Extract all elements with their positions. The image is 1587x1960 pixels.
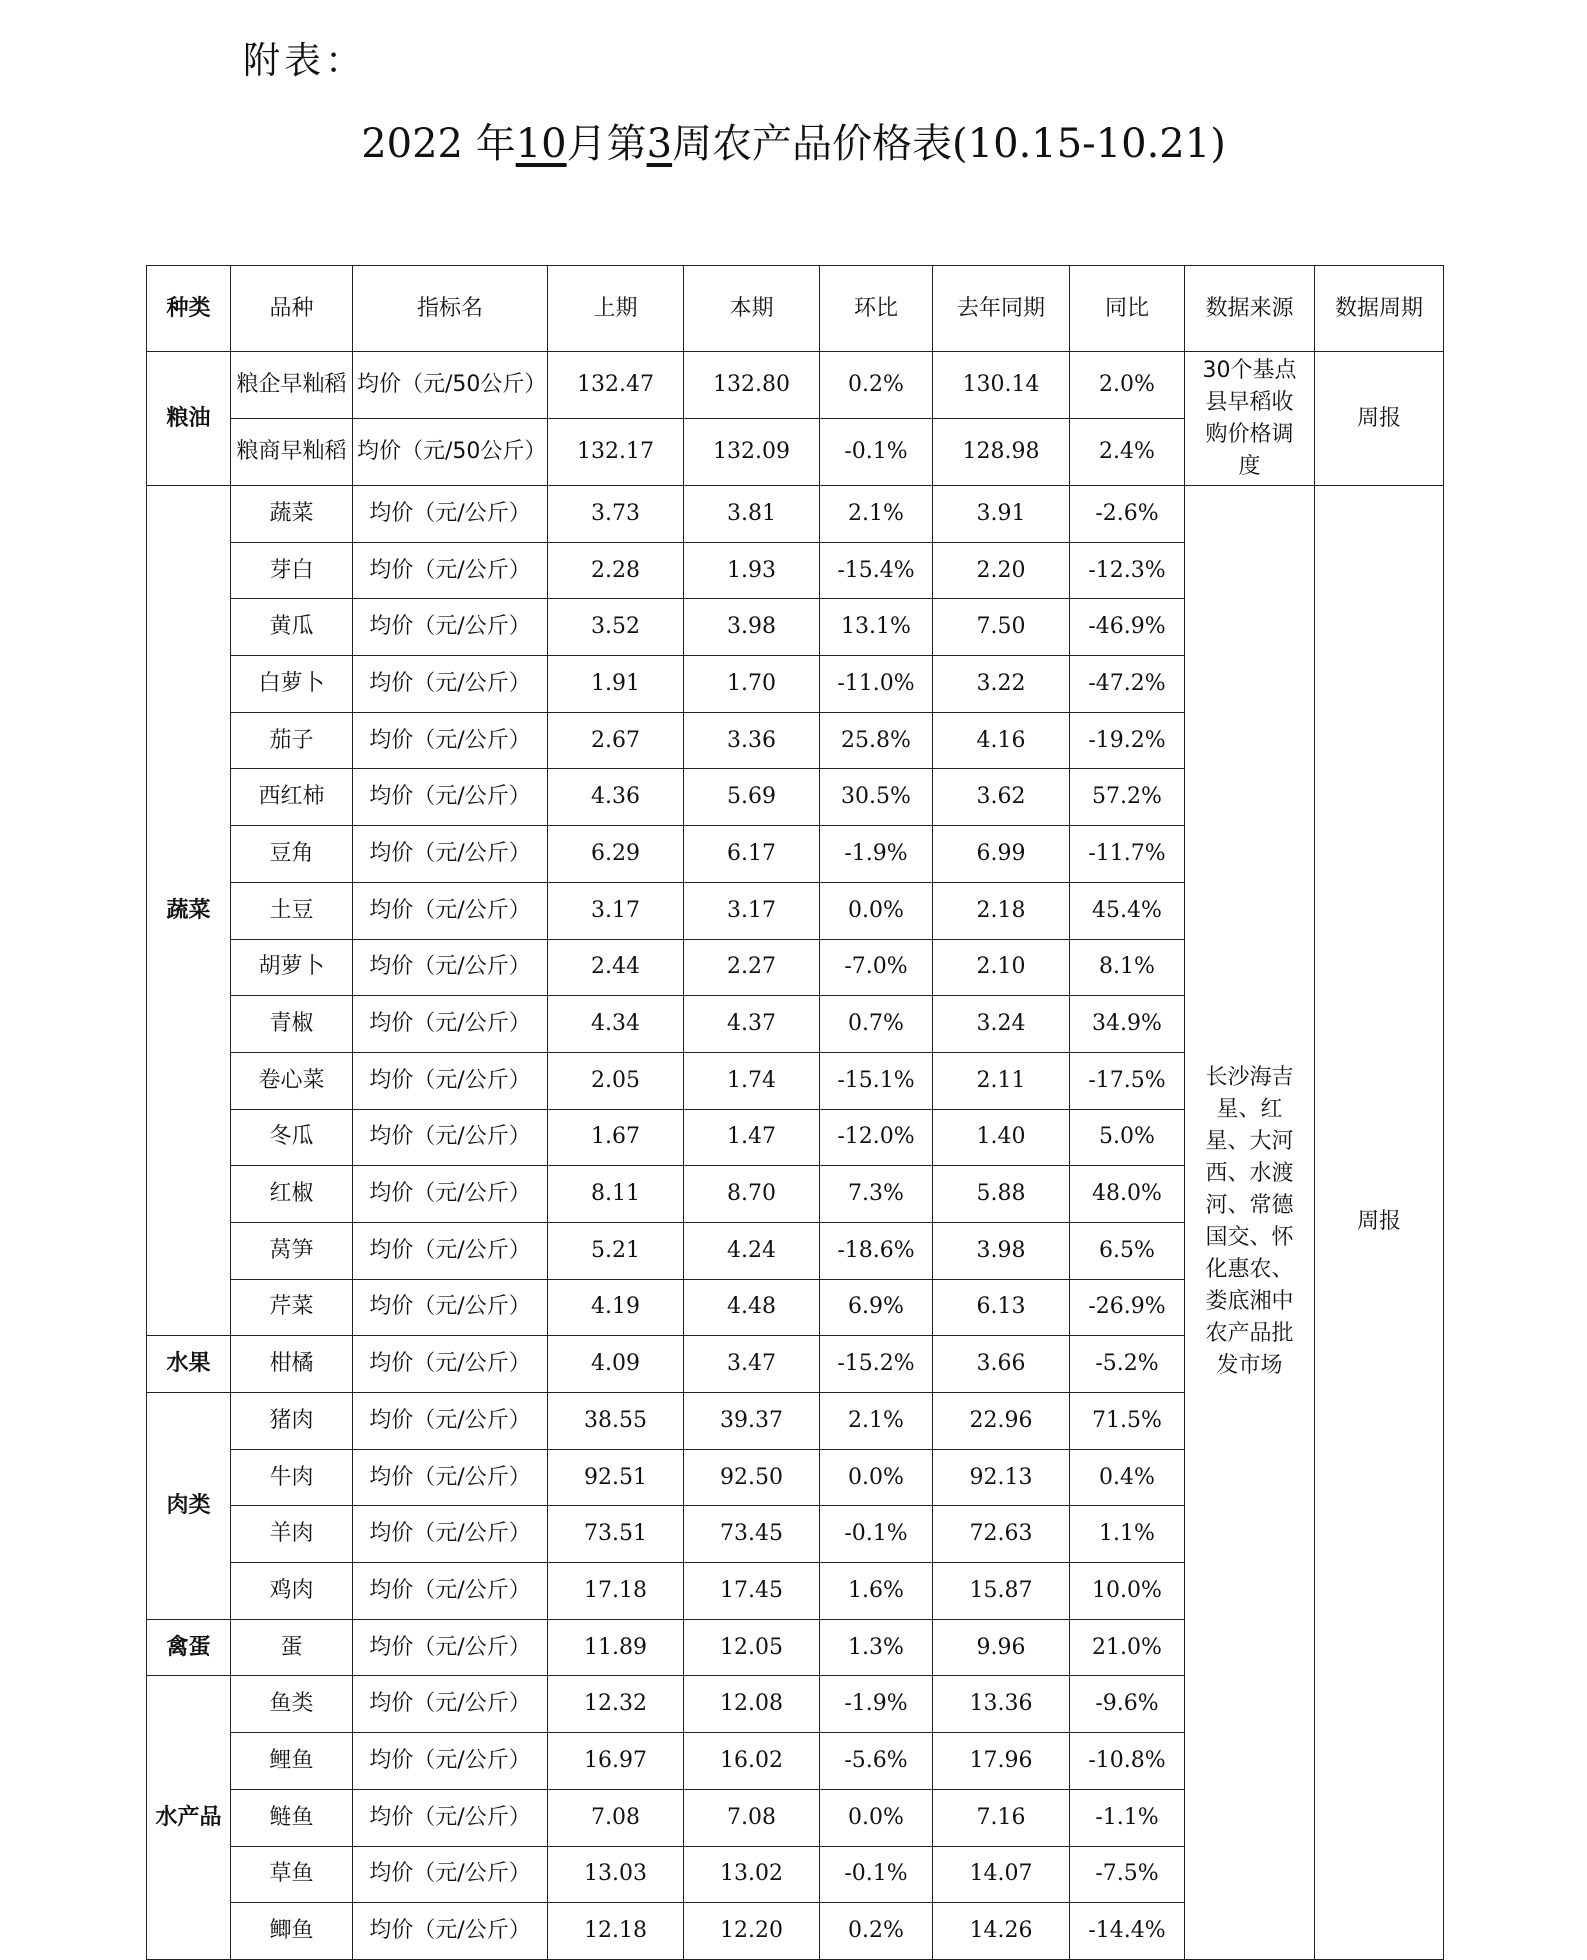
curr-value: 1.47 [684,1109,820,1166]
category-cell: 肉类 [147,1393,231,1620]
mom-value: 0.2% [820,1903,933,1960]
variety-cell: 柑橘 [231,1336,353,1393]
curr-value: 3.81 [684,486,820,543]
mom-value: -0.1% [820,1506,933,1563]
prev-value: 1.91 [548,656,684,713]
yoy-value: -26.9% [1070,1279,1185,1336]
prev-value: 3.17 [548,882,684,939]
last-year-value: 13.36 [933,1676,1070,1733]
last-year-value: 3.62 [933,769,1070,826]
variety-cell: 芹菜 [231,1279,353,1336]
title-prefix: 2022 年 [361,121,516,167]
last-year-value: 3.98 [933,1222,1070,1279]
yoy-value: 48.0% [1070,1166,1185,1223]
prev-value: 4.36 [548,769,684,826]
indicator-cell: 均价（元/公斤） [353,542,548,599]
variety-cell: 冬瓜 [231,1109,353,1166]
mom-value: -7.0% [820,939,933,996]
curr-value: 1.74 [684,1052,820,1109]
last-year-value: 72.63 [933,1506,1070,1563]
last-year-value: 3.66 [933,1336,1070,1393]
indicator-cell: 均价（元/公斤） [353,1619,548,1676]
last-year-value: 128.98 [933,419,1070,486]
mom-value: 0.7% [820,996,933,1053]
curr-value: 39.37 [684,1393,820,1450]
yoy-value: 2.0% [1070,352,1185,419]
mom-value: 7.3% [820,1166,933,1223]
category-cell: 蔬菜 [147,486,231,1336]
variety-cell: 卷心菜 [231,1052,353,1109]
variety-cell: 蔬菜 [231,486,353,543]
yoy-value: 6.5% [1070,1222,1185,1279]
mom-value: 1.6% [820,1563,933,1620]
yoy-value: 5.0% [1070,1109,1185,1166]
curr-value: 4.37 [684,996,820,1053]
yoy-value: -14.4% [1070,1903,1185,1960]
indicator-cell: 均价（元/公斤） [353,1846,548,1903]
title-week: 3 [646,121,673,167]
header-mom: 环比 [820,266,933,352]
variety-cell: 红椒 [231,1166,353,1223]
mom-value: 25.8% [820,712,933,769]
mom-value: -15.2% [820,1336,933,1393]
prev-value: 12.18 [548,1903,684,1960]
mom-value: 0.0% [820,1449,933,1506]
header-category: 种类 [147,266,231,352]
variety-cell: 芽白 [231,542,353,599]
prev-value: 73.51 [548,1506,684,1563]
prev-value: 4.09 [548,1336,684,1393]
prev-value: 2.44 [548,939,684,996]
last-year-value: 9.96 [933,1619,1070,1676]
variety-cell: 鲫鱼 [231,1903,353,1960]
curr-value: 5.69 [684,769,820,826]
curr-value: 3.47 [684,1336,820,1393]
header-last-year: 去年同期 [933,266,1070,352]
mom-value: 6.9% [820,1279,933,1336]
yoy-value: -7.5% [1070,1846,1185,1903]
yoy-value: 57.2% [1070,769,1185,826]
last-year-value: 2.10 [933,939,1070,996]
yoy-value: -11.7% [1070,826,1185,883]
indicator-cell: 均价（元/公斤） [353,1733,548,1790]
curr-value: 1.93 [684,542,820,599]
variety-cell: 鲢鱼 [231,1789,353,1846]
mom-value: 0.0% [820,882,933,939]
last-year-value: 22.96 [933,1393,1070,1450]
last-year-value: 7.16 [933,1789,1070,1846]
last-year-value: 4.16 [933,712,1070,769]
curr-value: 3.98 [684,599,820,656]
variety-cell: 胡萝卜 [231,939,353,996]
last-year-value: 92.13 [933,1449,1070,1506]
indicator-cell: 均价（元/公斤） [353,1166,548,1223]
data-period-cell: 周报 [1315,352,1444,486]
category-cell: 粮油 [147,352,231,486]
data-source-cell: 30个基点县早稻收购价格调度 [1185,352,1315,486]
mom-value: -15.4% [820,542,933,599]
variety-cell: 青椒 [231,996,353,1053]
last-year-value: 3.22 [933,656,1070,713]
yoy-value: -9.6% [1070,1676,1185,1733]
yoy-value: 45.4% [1070,882,1185,939]
header-variety: 品种 [231,266,353,352]
variety-cell: 猪肉 [231,1393,353,1450]
price-table [146,265,1444,1960]
table-row [147,486,1444,543]
indicator-cell: 均价（元/公斤） [353,1052,548,1109]
mom-value: 13.1% [820,599,933,656]
indicator-cell: 均价（元/公斤） [353,1222,548,1279]
yoy-value: 34.9% [1070,996,1185,1053]
indicator-cell: 均价（元/公斤） [353,1393,548,1450]
last-year-value: 2.11 [933,1052,1070,1109]
mom-value: 0.2% [820,352,933,419]
prev-value: 5.21 [548,1222,684,1279]
curr-value: 12.05 [684,1619,820,1676]
last-year-value: 7.50 [933,599,1070,656]
prev-value: 16.97 [548,1733,684,1790]
title-mid: 月第 [566,121,647,167]
prev-value: 1.67 [548,1109,684,1166]
header-source: 数据来源 [1185,266,1315,352]
last-year-value: 14.26 [933,1903,1070,1960]
last-year-value: 130.14 [933,352,1070,419]
prev-value: 8.11 [548,1166,684,1223]
yoy-value: -46.9% [1070,599,1185,656]
mom-value: 2.1% [820,486,933,543]
yoy-value: -2.6% [1070,486,1185,543]
variety-cell: 西红柿 [231,769,353,826]
curr-value: 92.50 [684,1449,820,1506]
yoy-value: 71.5% [1070,1393,1185,1450]
variety-cell: 鱼类 [231,1676,353,1733]
indicator-cell: 均价（元/公斤） [353,939,548,996]
title-suffix: 周农产品价格表(10.15-10.21) [672,121,1226,167]
prev-value: 2.28 [548,542,684,599]
indicator-cell: 均价（元/公斤） [353,1789,548,1846]
yoy-value: -47.2% [1070,656,1185,713]
curr-value: 3.17 [684,882,820,939]
last-year-value: 2.20 [933,542,1070,599]
indicator-cell: 均价（元/公斤） [353,826,548,883]
variety-cell: 茄子 [231,712,353,769]
last-year-value: 15.87 [933,1563,1070,1620]
mom-value: -5.6% [820,1733,933,1790]
prev-value: 38.55 [548,1393,684,1450]
appendix-label: 附表： [243,39,366,82]
last-year-value: 5.88 [933,1166,1070,1223]
prev-value: 13.03 [548,1846,684,1903]
prev-value: 7.08 [548,1789,684,1846]
curr-value: 6.17 [684,826,820,883]
mom-value: -18.6% [820,1222,933,1279]
indicator-cell: 均价（元/50公斤） [353,419,548,486]
indicator-cell: 均价（元/公斤） [353,1336,548,1393]
yoy-value: 8.1% [1070,939,1185,996]
data-source-cell: 长沙海吉星、红星、大河西、水渡河、常德国交、怀化惠农、娄底湘中农产品批发市场 [1185,486,1315,1960]
curr-value: 7.08 [684,1789,820,1846]
prev-value: 2.05 [548,1052,684,1109]
category-cell: 水果 [147,1336,231,1393]
mom-value: 30.5% [820,769,933,826]
variety-cell: 牛肉 [231,1449,353,1506]
data-period-cell: 周报 [1315,486,1444,1960]
mom-value: 1.3% [820,1619,933,1676]
variety-cell: 莴笋 [231,1222,353,1279]
indicator-cell: 均价（元/公斤） [353,656,548,713]
indicator-cell: 均价（元/公斤） [353,1563,548,1620]
indicator-cell: 均价（元/50公斤） [353,352,548,419]
prev-value: 2.67 [548,712,684,769]
curr-value: 8.70 [684,1166,820,1223]
indicator-cell: 均价（元/公斤） [353,769,548,826]
variety-cell: 黄瓜 [231,599,353,656]
prev-value: 17.18 [548,1563,684,1620]
prev-value: 4.34 [548,996,684,1053]
variety-cell: 土豆 [231,882,353,939]
prev-value: 132.47 [548,352,684,419]
curr-value: 2.27 [684,939,820,996]
page-title [0,112,1587,169]
header-indicator: 指标名 [353,266,548,352]
yoy-value: 2.4% [1070,419,1185,486]
prev-value: 12.32 [548,1676,684,1733]
prev-value: 4.19 [548,1279,684,1336]
indicator-cell: 均价（元/公斤） [353,599,548,656]
prev-value: 92.51 [548,1449,684,1506]
mom-value: -15.1% [820,1052,933,1109]
table-row [147,352,1444,419]
last-year-value: 14.07 [933,1846,1070,1903]
curr-value: 73.45 [684,1506,820,1563]
yoy-value: 21.0% [1070,1619,1185,1676]
category-cell: 水产品 [147,1676,231,1959]
last-year-value: 17.96 [933,1733,1070,1790]
yoy-value: 10.0% [1070,1563,1185,1620]
curr-value: 16.02 [684,1733,820,1790]
yoy-value: 0.4% [1070,1449,1185,1506]
variety-cell: 鸡肉 [231,1563,353,1620]
curr-value: 13.02 [684,1846,820,1903]
mom-value: 0.0% [820,1789,933,1846]
last-year-value: 2.18 [933,882,1070,939]
variety-cell: 蛋 [231,1619,353,1676]
last-year-value: 1.40 [933,1109,1070,1166]
variety-cell: 羊肉 [231,1506,353,1563]
variety-cell: 粮商早籼稻 [231,419,353,486]
prev-value: 6.29 [548,826,684,883]
yoy-value: 1.1% [1070,1506,1185,1563]
yoy-value: -1.1% [1070,1789,1185,1846]
variety-cell: 白萝卜 [231,656,353,713]
indicator-cell: 均价（元/公斤） [353,1903,548,1960]
mom-value: 2.1% [820,1393,933,1450]
yoy-value: -12.3% [1070,542,1185,599]
curr-value: 4.48 [684,1279,820,1336]
indicator-cell: 均价（元/公斤） [353,712,548,769]
header-period: 数据周期 [1315,266,1444,352]
header-prev: 上期 [548,266,684,352]
header-row [147,266,1444,352]
indicator-cell: 均价（元/公斤） [353,1279,548,1336]
yoy-value: -10.8% [1070,1733,1185,1790]
mom-value: -11.0% [820,656,933,713]
curr-value: 12.20 [684,1903,820,1960]
indicator-cell: 均价（元/公斤） [353,882,548,939]
mom-value: -12.0% [820,1109,933,1166]
indicator-cell: 均价（元/公斤） [353,486,548,543]
indicator-cell: 均价（元/公斤） [353,1676,548,1733]
last-year-value: 6.99 [933,826,1070,883]
indicator-cell: 均价（元/公斤） [353,996,548,1053]
variety-cell: 鲤鱼 [231,1733,353,1790]
mom-value: -0.1% [820,419,933,486]
curr-value: 4.24 [684,1222,820,1279]
variety-cell: 粮企早籼稻 [231,352,353,419]
indicator-cell: 均价（元/公斤） [353,1506,548,1563]
indicator-cell: 均价（元/公斤） [353,1109,548,1166]
last-year-value: 6.13 [933,1279,1070,1336]
prev-value: 3.73 [548,486,684,543]
curr-value: 132.09 [684,419,820,486]
last-year-value: 3.24 [933,996,1070,1053]
indicator-cell: 均价（元/公斤） [353,1449,548,1506]
variety-cell: 豆角 [231,826,353,883]
yoy-value: -5.2% [1070,1336,1185,1393]
mom-value: -0.1% [820,1846,933,1903]
mom-value: -1.9% [820,1676,933,1733]
prev-value: 3.52 [548,599,684,656]
yoy-value: -17.5% [1070,1052,1185,1109]
header-yoy: 同比 [1070,266,1185,352]
yoy-value: -19.2% [1070,712,1185,769]
last-year-value: 3.91 [933,486,1070,543]
curr-value: 132.80 [684,352,820,419]
curr-value: 1.70 [684,656,820,713]
curr-value: 12.08 [684,1676,820,1733]
curr-value: 3.36 [684,712,820,769]
curr-value: 17.45 [684,1563,820,1620]
table-body [147,352,1444,1960]
prev-value: 132.17 [548,419,684,486]
title-month: 10 [515,121,567,167]
variety-cell: 草鱼 [231,1846,353,1903]
mom-value: -1.9% [820,826,933,883]
header-curr: 本期 [684,266,820,352]
category-cell: 禽蛋 [147,1619,231,1676]
prev-value: 11.89 [548,1619,684,1676]
